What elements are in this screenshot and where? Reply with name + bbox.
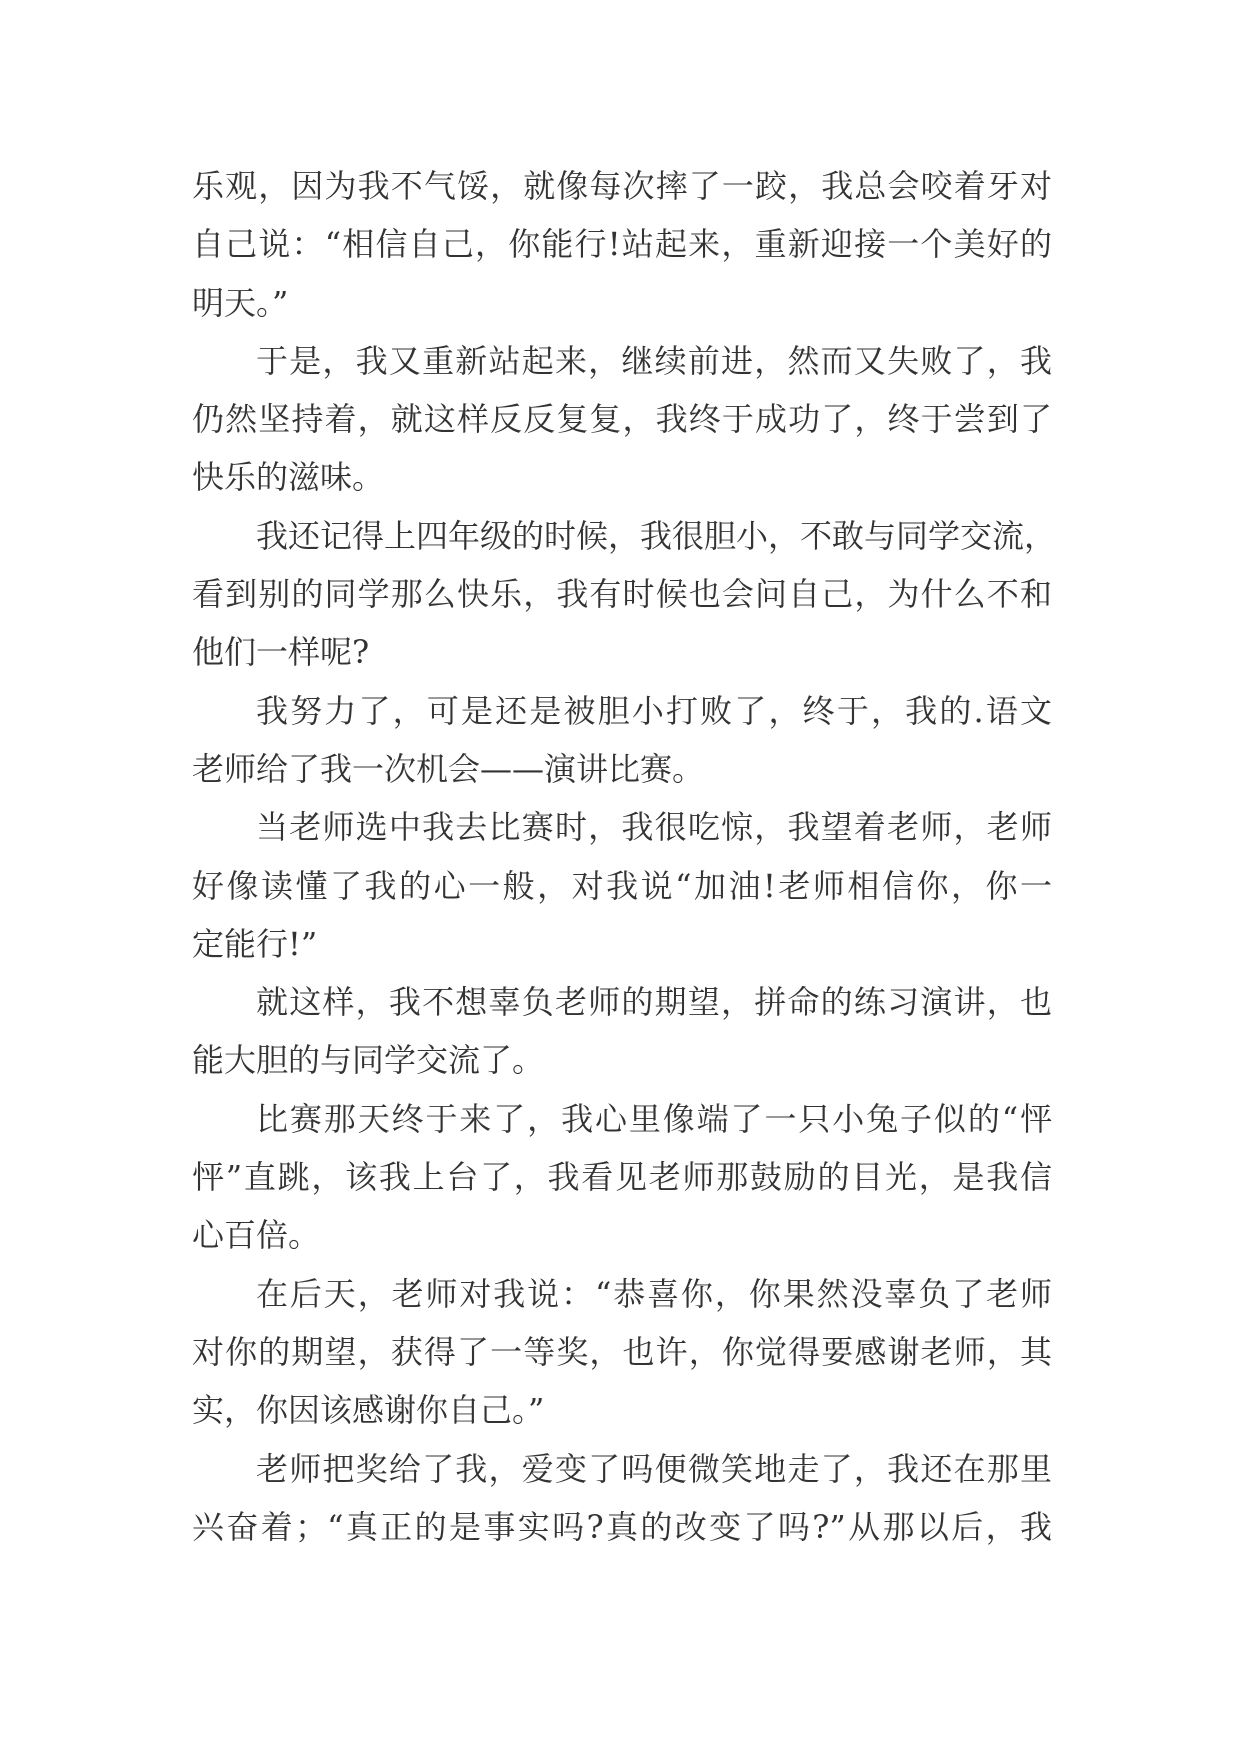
text-line: 能大胆的与同学交流了。 [192,1041,545,1080]
paragraph-4 [192,682,1052,799]
text-line: 怦”直跳，该我上台了，我看见老师那鼓励的目光，是我信 [192,1158,1052,1197]
paragraph-8 [192,1265,1052,1440]
text-line: 定能行!” [192,924,318,963]
text-line: 看到别的同学那么快乐，我有时候也会问自己，为什么不和 [192,575,1052,614]
text-line: 自己说：“相信自己，你能行!站起来，重新迎接一个美好的 [192,225,1052,264]
paragraph-3 [192,507,1057,682]
text-line: 老师把奖给了我，爱变了吗便微笑地走了，我还在那里 [256,1449,1052,1488]
paragraph-7 [192,1090,1052,1265]
text-line: 乐观，因为我不气馁，就像每次摔了一跤，我总会咬着牙对 [192,167,1052,205]
text-line: 比赛那天终于来了，我心里像端了一只小兔子似的“怦 [256,1099,1052,1138]
text-line: 就这样，我不想辜负老师的期望，拼命的练习演讲，也 [256,983,1052,1022]
paragraph-1 [192,157,1052,332]
text-line: 当老师选中我去比赛时，我很吃惊，我望着老师，老师 [256,808,1052,847]
paragraph-6 [192,973,1052,1090]
paragraph-2 [192,332,1052,507]
body-text [192,157,1057,1556]
text-line: 老师给了我一次机会——演讲比赛。 [192,749,705,788]
text-line: 好像读懂了我的心一般，对我说“加油!老师相信你，你一 [192,866,1052,905]
text-line: 实，你因该感谢你自己。” [192,1391,545,1430]
paragraph-9 [192,1440,1052,1557]
paragraph-5 [192,798,1052,973]
text-line: 明天。” [192,283,289,322]
text-line: 对你的期望，获得了一等奖，也许，你觉得要感谢老师，其 [192,1332,1052,1371]
text-line: 兴奋着；“真正的是事实吗?真的改变了吗?”从那以后，我 [192,1507,1052,1546]
text-line: 于是，我又重新站起来，继续前进，然而又失败了，我 [256,341,1052,380]
text-line: 他们一样呢? [192,633,370,672]
text-line: 仍然坚持着，就这样反反复复，我终于成功了，终于尝到了 [192,400,1052,439]
text-line: 心百倍。 [192,1216,321,1255]
text-line: 我还记得上四年级的时候，我很胆小，不敢与同学交流， [256,516,1057,555]
text-line: 我努力了，可是还是被胆小打败了，终于，我的.语文 [256,691,1052,730]
text-line: 在后天，老师对我说：“恭喜你，你果然没辜负了老师 [256,1274,1052,1313]
text-line: 快乐的滋味。 [192,458,385,497]
